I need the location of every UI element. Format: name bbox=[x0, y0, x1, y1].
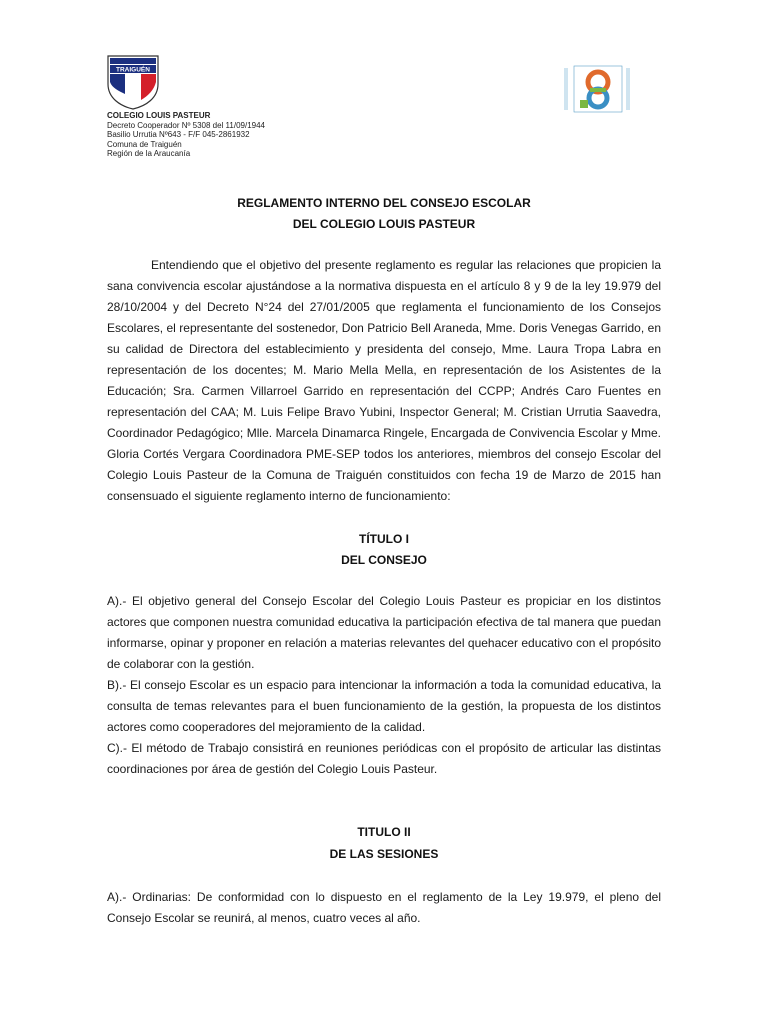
document-title-line2: DEL COLEGIO LOUIS PASTEUR bbox=[292, 217, 476, 231]
section1-item-b: B).- El consejo Escolar es un espacio para intencionar la información a toda la comunidad educativa, la consulta de temas relevantes para el buen funcionamiento de la gestión, la propuesta de los distintos actores como cooperadores del mejoramiento de la calidad. bbox=[107, 678, 661, 734]
document-title-line1: REGLAMENTO INTERNO DEL CONSEJO ESCOLAR bbox=[237, 196, 531, 210]
section1-item-c: C).- El método de Trabajo consistirá en reuniones periódicas con el propósito de articular las distintas coordinaciones por área de gestión del Colegio Louis Pasteur. bbox=[107, 741, 661, 776]
school-header bbox=[107, 111, 265, 159]
school-decree: Decreto Cooperador Nº 5308 del 11/09/1944 bbox=[107, 120, 265, 130]
sello-de-calidad-logo bbox=[560, 60, 636, 118]
section-subtitle-1: DEL CONSEJO bbox=[341, 553, 427, 567]
section-title-1: TÍTULO I bbox=[359, 532, 409, 546]
school-region: Región de la Araucanía bbox=[107, 149, 191, 159]
section1-item-a: A).- El objetivo general del Consejo Escolar del Colegio Louis Pasteur es propiciar en los distintos actores que componen nuestra comunidad educativa la participación efectiva de tal manera que puedan informarse, opinar y proponer en relación a materias relevantes del quehacer educativo con el propósito de colaborar con la gestión. bbox=[107, 594, 661, 671]
school-commune: Comuna de Traiguén bbox=[107, 139, 182, 149]
section-title-2: TITULO II bbox=[357, 825, 411, 839]
section2-item-a: A).- Ordinarias: De conformidad con lo dispuesto en el reglamento de la Ley 19.979, el pleno del Consejo Escolar se reunirá, al menos, cuatro veces al año. bbox=[107, 890, 661, 925]
intro-paragraph: Entendiendo que el objetivo del presente reglamento es regular las relaciones que propicien la sana convivencia escolar ajustándose a la normativa dispuesta en el artículo 8 y 9 de la ley 19.979 del 28/10/2004 y del Decreto N°24 del 27/01/2005 que reglamenta el funcionamiento de los Consejos Escolares, el representante del sostenedor, Don Patricio Bell Araneda, Mme. Doris Venegas Garrido, en su calidad de Directora del establecimiento y presidenta del consejo, Mme. Laura Tropa Labra en representación de los docentes; M. Mario Mella Mella, en representación de los Asistentes de la Educación; Sra. Carmen Villarroel Garrido en representación del CCPP; Andrés Caro Fuentes en representación del CAA; M. Luis Felipe Bravo Yubini, Inspector General; M. Cristian Urrutia Saavedra, Coordinador Pedagógico; Mlle. Marcela Dinamarca Ringele, Encargada de Convivencia Escolar y Mme. Gloria Cortés Vergara Coordinadora PME-SEP todos los anteriores, miembros del consejo Escolar del Colegio Louis Pasteur de la Comuna de Traiguén constituidos con fecha 19 de Marzo de 2015 han consensuado el siguiente reglamento interno de funcionamiento: bbox=[107, 258, 661, 503]
section-subtitle-2: DE LAS SESIONES bbox=[329, 847, 439, 861]
school-address: Basilio Urrutia Nº643 - F/F 045-2861932 bbox=[107, 130, 250, 140]
traiguen-shield-logo bbox=[106, 54, 160, 110]
school-name: COLEGIO LOUIS PASTEUR bbox=[107, 111, 211, 120]
logo-text: TRAIGUÉN bbox=[116, 66, 150, 74]
